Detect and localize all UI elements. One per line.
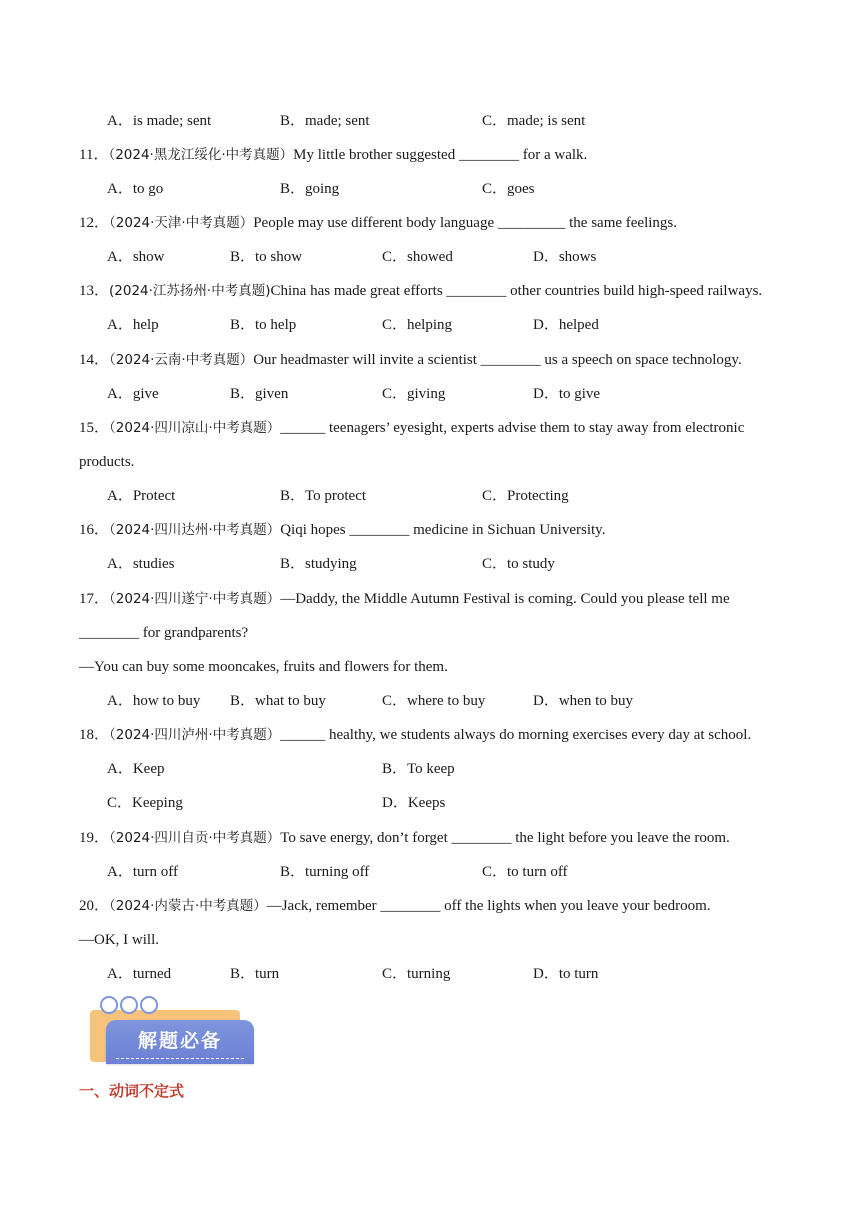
question-17 bbox=[79, 587, 808, 611]
question-number: 12． bbox=[79, 215, 110, 231]
question-source: （2024·四川自贡·中考真题） bbox=[109, 830, 281, 846]
question-number: 17． bbox=[79, 591, 110, 607]
question-number: 16． bbox=[79, 522, 110, 538]
option-a: A．help bbox=[107, 317, 159, 333]
question-18 bbox=[79, 723, 808, 747]
option-a: A．studies bbox=[107, 556, 175, 572]
option-d: D．shows bbox=[533, 249, 597, 265]
option-d: D．to turn bbox=[533, 966, 599, 982]
question-number: 11． bbox=[79, 147, 109, 163]
option-d: D．when to buy bbox=[533, 693, 633, 709]
question-source: （2024·黑龙江绥化·中考真题） bbox=[108, 147, 294, 163]
option-a: A．Protect bbox=[107, 488, 176, 504]
badge-label: 解题必备 bbox=[137, 1030, 222, 1052]
q20-options bbox=[79, 962, 808, 986]
option-c: C．Keeping bbox=[107, 795, 183, 811]
question-source: （2024·四川达州·中考真题） bbox=[109, 522, 281, 538]
question-text: My little brother suggested ________ for a walk. bbox=[293, 147, 588, 163]
question-text: Our headmaster will invite a scientist ________ us a speech on space technology. bbox=[253, 352, 742, 368]
option-c: C．giving bbox=[382, 386, 446, 402]
option-c: C．to turn off bbox=[482, 864, 568, 880]
option-b: B．what to buy bbox=[230, 693, 326, 709]
question-text: ______ healthy, we students always do morning exercises every day at school. bbox=[280, 727, 752, 743]
question-source: （2024·天津·中考真题） bbox=[109, 215, 254, 231]
option-b: B．To keep bbox=[382, 761, 455, 777]
question-17-continuation bbox=[79, 621, 808, 645]
question-20 bbox=[79, 894, 808, 918]
option-b: B．turning off bbox=[280, 864, 370, 880]
question-11 bbox=[79, 143, 808, 167]
q11-options bbox=[79, 177, 808, 201]
question-17-reply bbox=[79, 655, 808, 679]
q14-options bbox=[79, 382, 808, 406]
question-12 bbox=[79, 211, 808, 235]
section-badge bbox=[90, 996, 260, 1076]
option-c: C．showed bbox=[382, 249, 453, 265]
question-text: —Jack, remember ________ off the lights when you leave your bedroom. bbox=[266, 898, 711, 914]
option-a: A．how to buy bbox=[107, 693, 201, 709]
question-text: To save energy, don’t forget ________ the light before you leave the room. bbox=[280, 830, 730, 846]
option-c: C．where to buy bbox=[382, 693, 486, 709]
option-a: A．turn off bbox=[107, 864, 178, 880]
question-text: ______ teenagers’ eyesight, experts advise them to stay away from electronic bbox=[280, 420, 745, 436]
question-14 bbox=[79, 348, 808, 372]
option-b: B．going bbox=[280, 181, 340, 197]
question-number: 14． bbox=[79, 352, 110, 368]
option-d: D．Keeps bbox=[382, 795, 446, 811]
question-text: —OK, I will. bbox=[79, 932, 159, 948]
option-b: B．studying bbox=[280, 556, 357, 572]
question-source: （2024·内蒙古·中考真题） bbox=[109, 898, 267, 914]
question-number: 20． bbox=[79, 898, 110, 914]
question-source: （2024·四川凉山·中考真题） bbox=[109, 420, 281, 436]
option-d: D．to give bbox=[533, 386, 601, 402]
q18-options-row-2 bbox=[79, 791, 808, 815]
q10-options bbox=[79, 109, 808, 133]
question-number: 13． bbox=[79, 283, 110, 299]
question-text: Qiqi hopes ________ medicine in Sichuan University. bbox=[280, 522, 606, 538]
option-c: C．turning bbox=[382, 966, 451, 982]
question-source: （2024·云南·中考真题） bbox=[109, 352, 254, 368]
question-number: 19． bbox=[79, 830, 110, 846]
question-20-reply bbox=[79, 928, 808, 952]
option-a: A．show bbox=[107, 249, 165, 265]
option-c: C．made; is sent bbox=[482, 113, 586, 129]
question-number: 18． bbox=[79, 727, 110, 743]
q13-options bbox=[79, 313, 808, 337]
question-text: products. bbox=[79, 454, 135, 470]
badge-label-box bbox=[106, 1020, 254, 1064]
question-text: China has made great efforts ________ other countries build high-speed railways. bbox=[270, 283, 763, 299]
question-number: 15． bbox=[79, 420, 110, 436]
question-13 bbox=[79, 279, 808, 303]
question-16 bbox=[79, 518, 808, 542]
option-a: A．Keep bbox=[107, 761, 165, 777]
option-b: B．To protect bbox=[280, 488, 367, 504]
question-15-continuation bbox=[79, 450, 808, 474]
question-text: People may use different body language _________ the same feelings. bbox=[253, 215, 677, 231]
question-source: （2024·四川泸州·中考真题） bbox=[109, 727, 281, 743]
q17-options bbox=[79, 689, 808, 713]
option-c: C．to study bbox=[482, 556, 555, 572]
option-b: B．to show bbox=[230, 249, 303, 265]
option-a: A．turned bbox=[107, 966, 172, 982]
option-b: B．turn bbox=[230, 966, 280, 982]
option-a: A．to go bbox=[107, 181, 164, 197]
option-a: A．give bbox=[107, 386, 159, 402]
question-19 bbox=[79, 826, 808, 850]
option-b: B．made; sent bbox=[280, 113, 370, 129]
question-text: —Daddy, the Middle Autumn Festival is coming. Could you please tell me bbox=[280, 591, 730, 607]
option-a: A．is made; sent bbox=[107, 113, 212, 129]
option-b: B．given bbox=[230, 386, 289, 402]
q18-options-row-1 bbox=[79, 757, 808, 781]
option-d: D．helped bbox=[533, 317, 599, 333]
question-source: （2024·四川遂宁·中考真题） bbox=[109, 591, 281, 607]
question-text: ________ for grandparents? bbox=[79, 625, 249, 641]
question-text: —You can buy some mooncakes, fruits and flowers for them. bbox=[79, 659, 448, 675]
question-15 bbox=[79, 416, 808, 440]
option-c: C．Protecting bbox=[482, 488, 569, 504]
q15-options bbox=[79, 484, 808, 508]
option-c: C．helping bbox=[382, 317, 452, 333]
question-source: (2024·江苏扬州·中考真题) bbox=[109, 283, 271, 299]
q19-options bbox=[79, 860, 808, 884]
q12-options bbox=[79, 245, 808, 269]
badge-dashed-line bbox=[116, 1058, 244, 1059]
option-c: C．goes bbox=[482, 181, 535, 197]
q16-options bbox=[79, 552, 808, 576]
option-b: B．to help bbox=[230, 317, 297, 333]
section-title: 一、动词不定式 bbox=[79, 1082, 185, 1100]
